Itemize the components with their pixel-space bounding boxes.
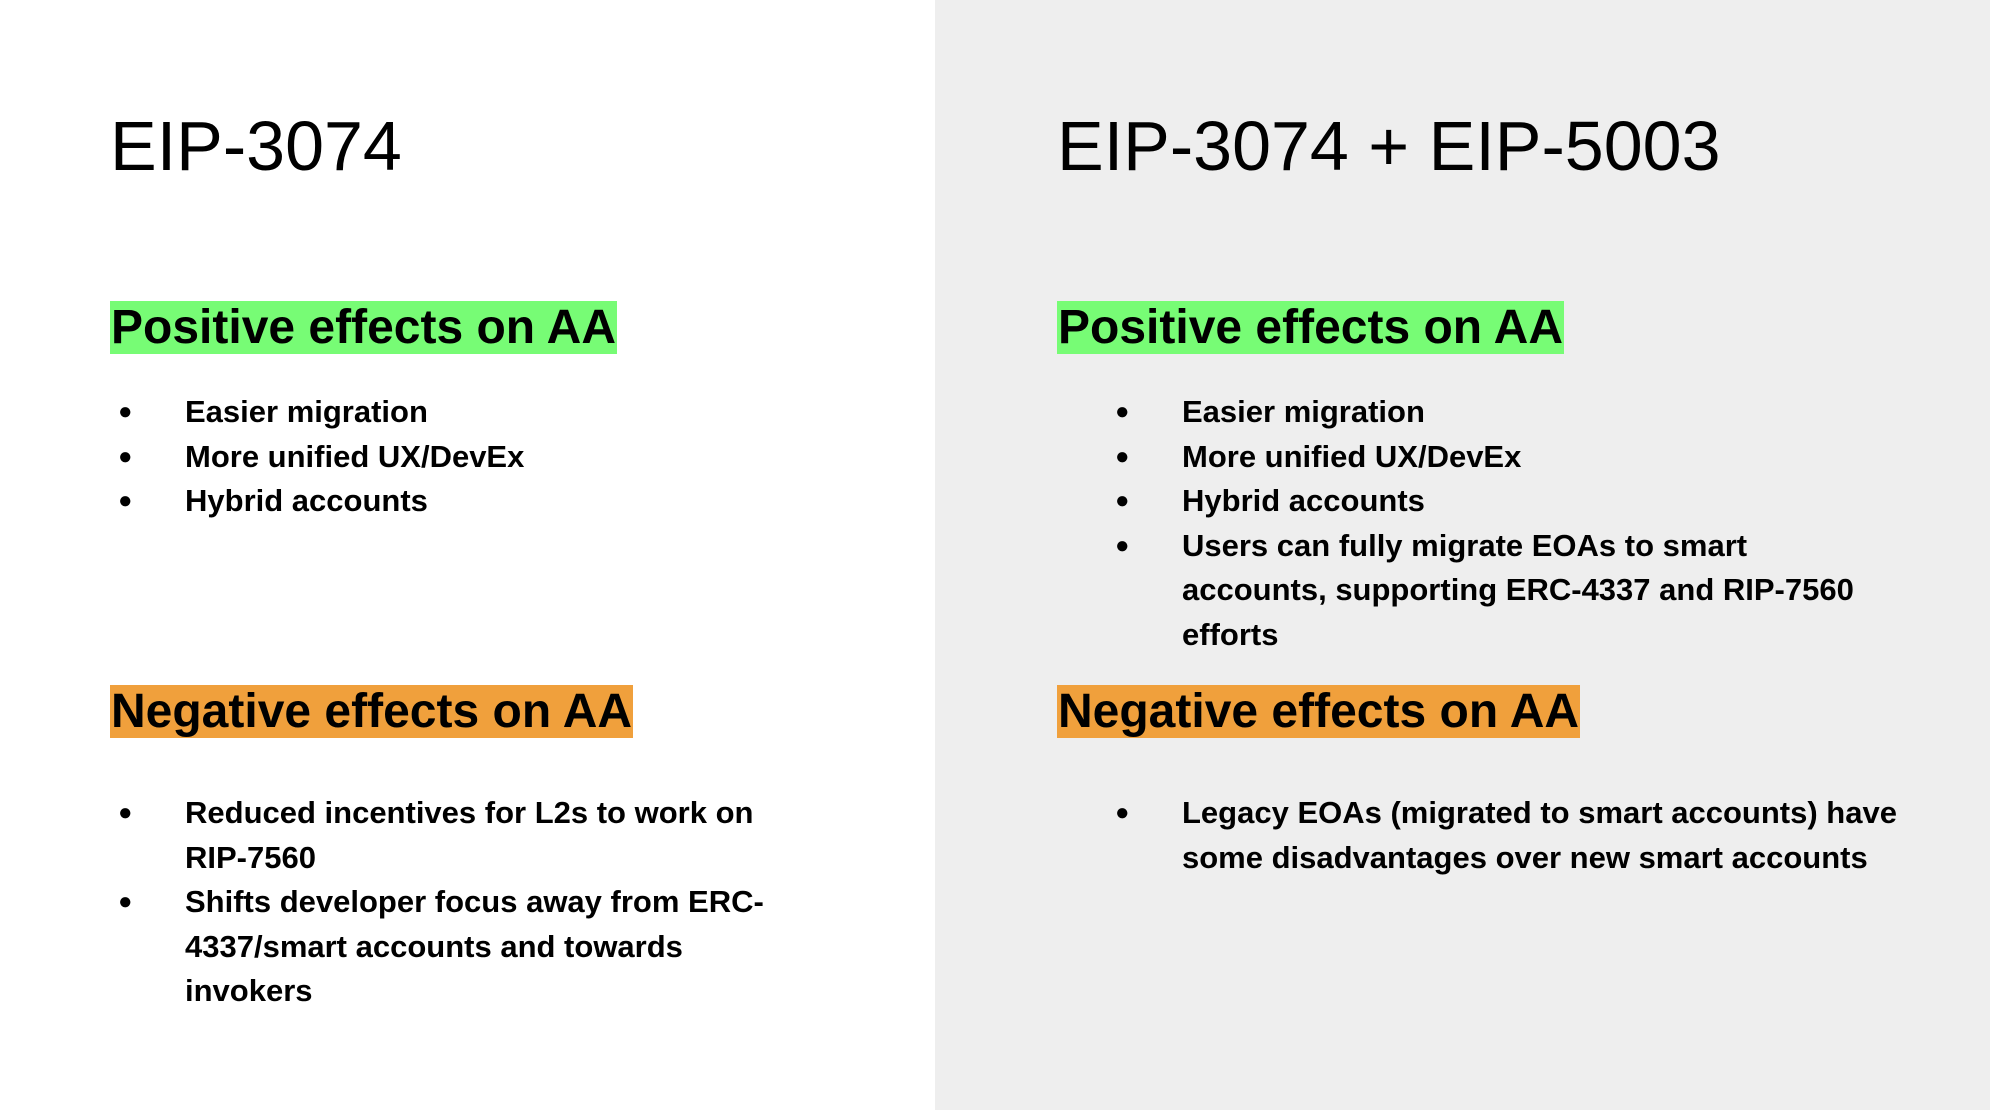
list-item: ● More unified UX/DevEx [1107, 435, 1897, 480]
right-negative-heading [1057, 682, 1580, 742]
list-item: ● Legacy EOAs (migrated to smart accounts) have some disadvantages over new smart accounts [1107, 791, 1897, 880]
list-item: ● Easier migration [110, 390, 810, 435]
list-item: ● Shifts developer focus away from ERC-4337/smart accounts and towards invokers [110, 880, 810, 1014]
right-positive-heading [1057, 298, 1564, 358]
right-title: EIP-3074 + EIP-5003 [1057, 107, 1721, 185]
left-negative-heading-text: Negative effects on AA [111, 685, 633, 738]
list-item: ● Hybrid accounts [110, 479, 810, 524]
right-positive-heading-text: Positive effects on AA [1058, 301, 1564, 354]
left-positive-heading-text: Positive effects on AA [111, 301, 617, 354]
left-positive-list [110, 390, 810, 524]
right-negative-list [1107, 791, 1897, 880]
left-negative-heading [110, 682, 633, 742]
left-panel [0, 0, 935, 1110]
right-negative-heading-text: Negative effects on AA [1058, 685, 1580, 738]
list-item: ● Users can fully migrate EOAs to smart accounts, supporting ERC-4337 and RIP-7560 efforts [1107, 524, 1897, 658]
left-title: EIP-3074 [110, 107, 402, 185]
list-item: ● Easier migration [1107, 390, 1897, 435]
list-item: ● Reduced incentives for L2s to work on RIP-7560 [110, 791, 810, 880]
list-item: ● Hybrid accounts [1107, 479, 1897, 524]
right-positive-list [1107, 390, 1897, 657]
list-item: ● More unified UX/DevEx [110, 435, 810, 480]
left-positive-heading [110, 298, 617, 358]
right-panel [935, 0, 1990, 1110]
left-negative-list [110, 791, 810, 1014]
